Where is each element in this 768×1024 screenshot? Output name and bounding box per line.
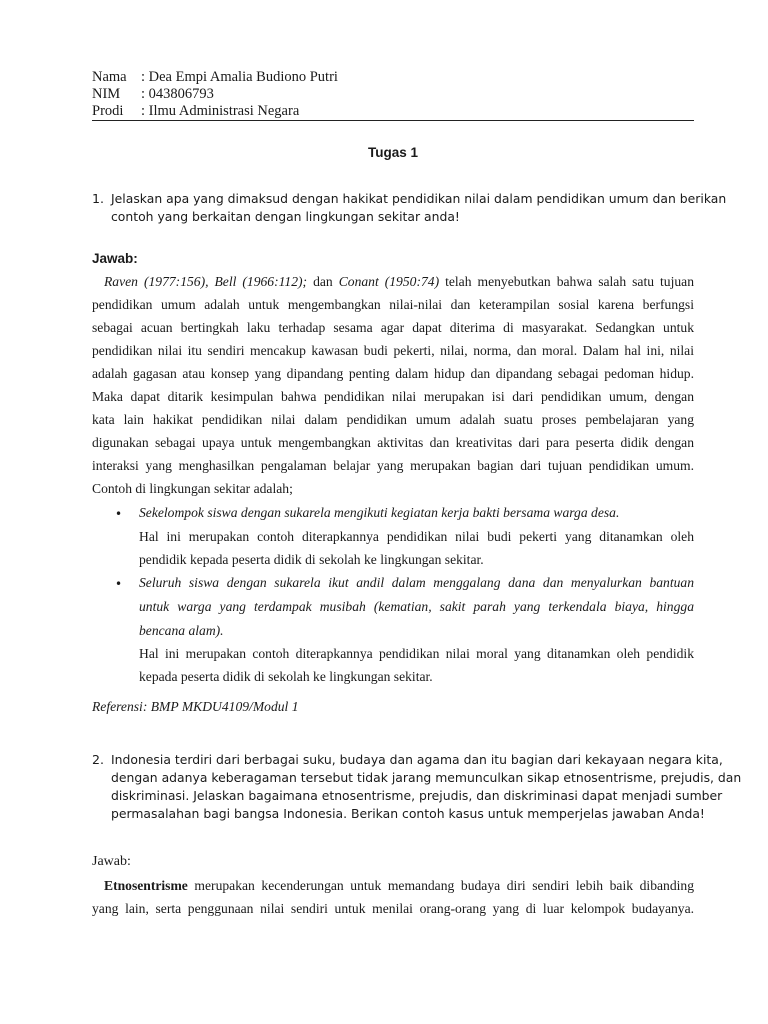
- bullet-2: [139, 575, 694, 690]
- question-2-number: 2.: [92, 752, 105, 767]
- question-2-line: diskriminasi. Jelaskan bagaimana etnosentrisme, prejudis, dan diskriminasi dapat menjadi sumber: [111, 788, 723, 803]
- question-1-line: contoh yang berkaitan dengan lingkungan sekitar anda!: [111, 209, 460, 224]
- answer-1-line: pendidikan umum adalah untuk mengembangkan nilai-nilai dan keterampilan sosial karena berfungsi: [92, 297, 694, 312]
- bullet-1-line: pendidik kepada peserta didik di sekolah ke lingkungan sekitar.: [139, 552, 484, 567]
- bullet-1-title: Sekelompok siswa dengan sukarela mengikuti kegiatan kerja bakti bersama warga desa.: [139, 505, 620, 520]
- header-nim-row: [92, 86, 694, 103]
- citation-conant: Conant (1950:74): [338, 274, 440, 289]
- bullet-2-title-line: untuk warga yang terdampak musibah (kematian, sakit parah yang terkendala biaya, hingga: [139, 599, 694, 614]
- bullet-1: [139, 505, 694, 575]
- page-title: Tugas 1: [367, 145, 418, 160]
- answer-2-line1-rest: merupakan kecenderungan untuk memandang budaya diri sendiri lebih baik dibanding: [187, 878, 694, 893]
- question-2-line: dengan adanya keberagaman tersebut tidak jarang memunculkan sikap etnosentrisme, prejudis, dan: [111, 770, 742, 785]
- header-divider: [92, 120, 694, 121]
- bullet-2-line: Hal ini merupakan contoh diterapkannya pendidikan nilai moral yang ditanamkan oleh pendidik: [139, 646, 694, 661]
- answer-1-line: Contoh di lingkungan sekitar adalah;: [92, 481, 293, 496]
- nama-label: Nama: [92, 69, 127, 85]
- bullet-1-line: Hal ini merupakan contoh diterapkannya pendidikan nilai budi pekerti yang ditanamkan oleh: [139, 529, 694, 544]
- answer-1-paragraph: [92, 274, 694, 494]
- answer-1-line: adalah gagasan atau konsep yang dipandang penting dalam hidup dan dipandang sebagai pedoman hidup.: [92, 366, 694, 381]
- reference-text: Referensi: BMP MKDU4109/Modul 1: [92, 699, 299, 714]
- answer-1-line: pendidikan nilai itu sendiri mencakup kawasan budi pekerti, nilai, norma, dan moral. Dalam hal ini, nilai: [92, 343, 694, 358]
- answer-1-line: digunakan sebagai upaya untuk mengembangkan aktivitas dan kreativitas dari para peserta didik dengan: [92, 435, 694, 450]
- bullet-2-marker: •: [115, 577, 123, 591]
- reference-note: [92, 699, 694, 717]
- question-1-number: 1.: [92, 191, 105, 206]
- prodi-label: Prodi: [92, 103, 124, 119]
- answer-1-line: interaksi yang menghasilkan pengalaman belajar yang merupakan bagian dari tujuan pendidikan umum.: [92, 458, 694, 473]
- answer-1-intro-line: [92, 274, 694, 290]
- question-1-line: Jelaskan apa yang dimaksud dengan hakikat pendidikan nilai dalam pendidikan umum dan berikan: [111, 191, 727, 206]
- answer-1-line: kata lain hakikat pendidikan nilai dalam pendidikan umum adalah suatu proses pembelajaran yang: [92, 412, 694, 427]
- answer-1-line: sebagai acuan bertingkah laku terhadap sesama agar dapat diterima di masyarakat. Sedangkan untuk: [92, 320, 694, 335]
- bullet-2-title-line: Seluruh siswa dengan sukarela ikut andil dalam menggalang dana dan menyalurkan bantuan: [139, 575, 694, 590]
- citation-raven-bell: Raven (1977:156), Bell (1966:112);: [104, 274, 308, 289]
- nim-value: : 043806793: [141, 86, 214, 102]
- prodi-value: : Ilmu Administrasi Negara: [141, 103, 300, 119]
- answer-2-line: yang lain, serta penggunaan nilai sendiri untuk menilai orang-orang yang di luar kelompok budayanya.: [92, 901, 694, 916]
- intro-conjunction: dan: [307, 274, 339, 289]
- bullet-2-title-line: bencana alam).: [139, 623, 224, 638]
- header-nama-row: [92, 69, 694, 86]
- question-1-text: [111, 190, 727, 226]
- answer-2-label: Jawab:: [92, 854, 131, 869]
- question-2-text: [111, 751, 742, 823]
- answer-2-paragraph: [92, 878, 694, 924]
- nim-label: NIM: [92, 86, 121, 102]
- intro-rest: telah menyebutkan bahwa salah satu tujuan: [439, 274, 694, 289]
- nama-value: : Dea Empi Amalia Budiono Putri: [141, 69, 338, 85]
- header-prodi-row: [92, 103, 694, 120]
- question-2-line: permasalahan bagi bangsa Indonesia. Berikan contoh kasus untuk memperjelas jawaban Anda!: [111, 806, 705, 821]
- bullet-2-line: kepada peserta didik di sekolah ke lingkungan sekitar.: [139, 669, 433, 684]
- answer-1-label: Jawab:: [92, 251, 138, 266]
- term-etnosentrisme: Etnosentrisme: [104, 878, 188, 893]
- bullet-1-marker: •: [115, 507, 123, 521]
- question-2-line: Indonesia terdiri dari berbagai suku, budaya dan agama dan itu bagian dari kekayaan negara kita,: [111, 752, 723, 767]
- answer-1-line: Maka dapat ditarik kesimpulan bahwa pendidikan nilai merupakan isi dari pendidikan umum, dengan: [92, 389, 694, 404]
- answer-2-line: [92, 878, 694, 894]
